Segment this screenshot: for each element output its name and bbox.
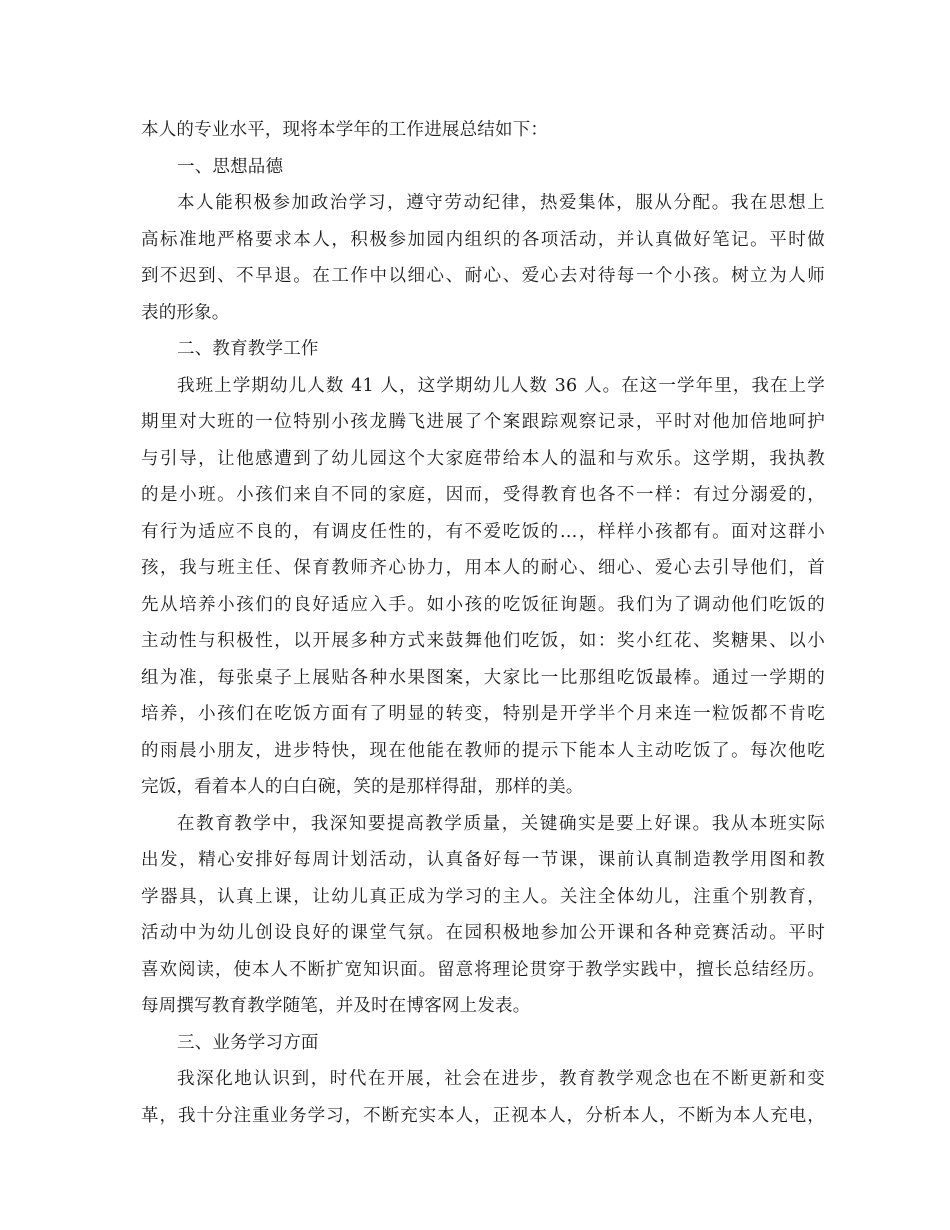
paragraph-line: 出发，精心安排好每周计划活动，认真备好每一节课，课前认真制造教学用图和教 [141, 850, 825, 870]
paragraph-line: 在教育教学中，我深知要提高教学质量，关键确实是要上好课。我从本班实际 [177, 813, 825, 834]
paragraph-line: 高标准地严格要求本人，积极参加园内组织的各项活动，并认真做好笔记。平时做 [141, 229, 825, 250]
section-heading: 一、思想品德 [177, 156, 284, 177]
paragraph-line: 培养，小孩们在吃饭方面有了明显的转变，特别是开学半个月来连一粒饭都不肯吃 [141, 704, 825, 724]
section-heading: 三、业务学习方面 [177, 1032, 319, 1053]
paragraph-line: 我班上学期幼儿人数 41 人，这学期幼儿人数 36 人。在这一学年里，我在上学 [177, 375, 825, 396]
paragraph-line: 的雨晨小朋友，进步特快，现在他能在教师的提示下能本人主动吃饭了。每次他吃 [141, 740, 825, 761]
paragraph-line: 期里对大班的一位特别小孩龙腾飞进展了个案跟踪观察记录，平时对他加倍地呵护 [141, 412, 825, 432]
paragraph-line: 本人能积极参加政治学习，遵守劳动纪律，热爱集体，服从分配。我在思想上 [177, 193, 825, 213]
paragraph-line: 有行为适应不良的，有调皮任性的，有不爱吃饭的…，样样小孩都有。面对这群小 [141, 521, 825, 542]
section-heading: 二、教育教学工作 [177, 339, 319, 359]
paragraph-line: 先从培养小孩们的良好适应入手。如小孩的吃饭征询题。我们为了调动他们吃饭的 [141, 594, 825, 615]
paragraph-line: 活动中为幼儿创设良好的课堂气氛。在园积极地参加公开课和各种竞赛活动。平时 [141, 923, 825, 943]
paragraph-line: 到不迟到、不早退。在工作中以细心、耐心、爱心去对待每一个小孩。树立为人师 [141, 266, 825, 286]
document-page [141, 112, 825, 1134]
paragraph-line: 喜欢阅读，使本人不断扩宽知识面。留意将理论贯穿于教学实践中，擅长总结经历。 [141, 959, 825, 980]
paragraph-line: 组为准，每张桌子上展贴各种水果图案，大家比一比那组吃饭最棒。通过一学期的 [141, 667, 825, 688]
paragraph-line: 我深化地认识到，时代在开展，社会在进步，教育教学观念也在不断更新和变 [177, 1069, 825, 1089]
paragraph-line: 完饭，看着本人的白白碗，笑的是那样得甜，那样的美。 [141, 777, 584, 797]
paragraph-line: 主动性与积极性，以开展多种方式来鼓舞他们吃饭，如：奖小红花、奖糖果、以小 [141, 631, 825, 651]
paragraph-line: 表的形象。 [141, 302, 230, 323]
paragraph-line: 本人的专业水平，现将本学年的工作进展总结如下： [141, 120, 549, 140]
paragraph-line: 学器具，认真上课，让幼儿真正成为学习的主人。关注全体幼儿，注重个别教育， [141, 886, 825, 907]
paragraph-line: 每周撰写教育教学随笔，并及时在博客网上发表。 [141, 996, 531, 1016]
paragraph-line: 孩，我与班主任、保育教师齐心协力，用本人的耐心、细心、爱心去引导他们，首 [141, 558, 825, 578]
paragraph-line: 革，我十分注重业务学习，不断充实本人，正视本人，分析本人，不断为本人充电， [141, 1105, 825, 1126]
paragraph-line: 与引导，让他感遭到了幼儿园这个大家庭带给本人的温和与欢乐。这学期，我执教 [141, 448, 825, 469]
paragraph-line: 的是小班。小孩们来自不同的家庭，因而，受得教育也各不一样：有过分溺爱的， [141, 485, 825, 505]
